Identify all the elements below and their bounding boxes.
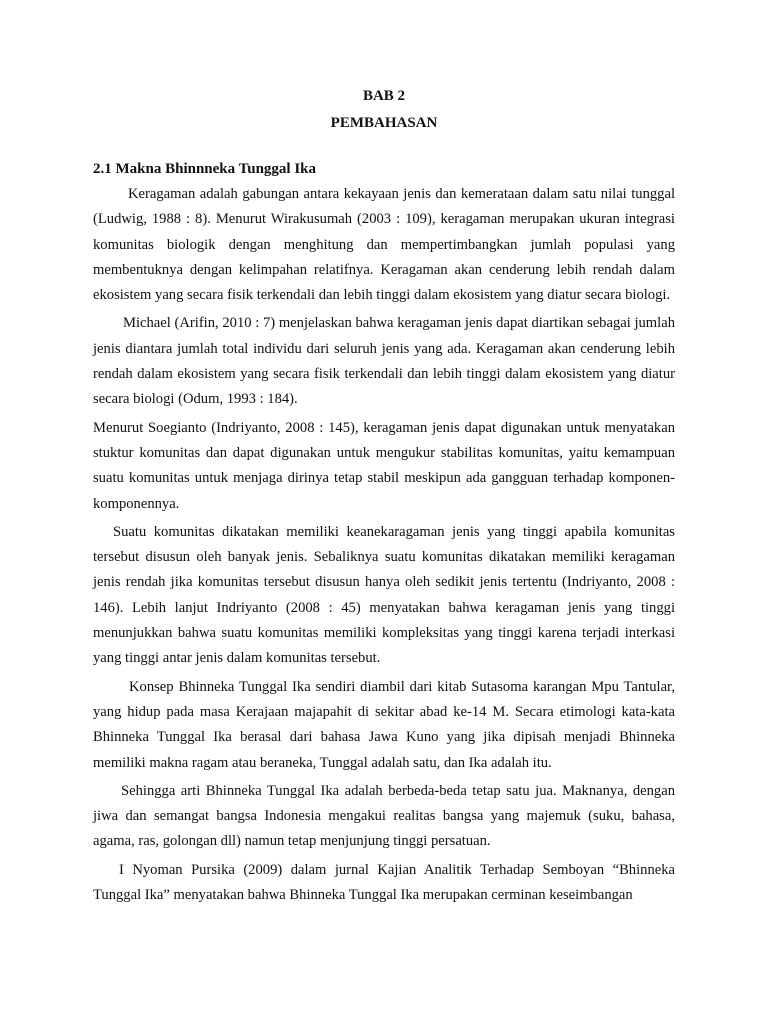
page-content xyxy=(93,86,675,908)
paragraph-5: Konsep Bhinneka Tunggal Ika sendiri diambil dari kitab Sutasoma karangan Mpu Tantular, yang hidup pada masa Kerajaan majapahit di sekitar abad ke-14 M. Secara etimologi kata-kata Bhinneka Tunggal Ika berasal dari bahasa Jawa Kuno yang jika dipisah menjadi Bhinneka memiliki makna ragam atau beraneka, Tunggal adalah satu, dan Ika adalah itu. xyxy=(93,678,675,771)
paragraph-1: Keragaman adalah gabungan antara kekayaan jenis dan kemerataan dalam satu nilai tunggal (Ludwig, 1988 : 8). Menurut Wirakusumah (2003 : 109), keragaman merupakan ukuran integrasi komunitas biologik dengan menghitung dan mempertimbangkan jumlah populasi yang membentuknya dengan kelimpahan relatifnya. Keragaman akan cenderung lebih rendah dalam ekosistem yang secara fisik terkendali dan lebih tinggi dalam ekosistem yang diatur secara biologi. xyxy=(93,186,675,304)
chapter-title: PEMBAHASAN xyxy=(330,115,438,131)
paragraph-7: I Nyoman Pursika (2009) dalam jurnal Kajian Analitik Terhadap Semboyan “Bhinneka Tunggal Ika” menyatakan bahwa Bhinneka Tunggal Ika merupakan cerminan keseimbangan xyxy=(93,861,675,904)
section-title: 2.1 Makna Bhinnneka Tunggal Ika xyxy=(93,161,317,177)
paragraph-4: Suatu komunitas dikatakan memiliki keanekaragaman jenis yang tinggi apabila komunitas tersebut disusun oleh banyak jenis. Sebaliknya suatu komunitas dikatakan memiliki keragaman jenis rendah jika komunitas tersebut disusun hanya oleh sedikit jenis tertentu (Indriyanto, 2008 : 146). Lebih lanjut Indriyanto (2008 : 45) menyatakan bahwa keragaman jenis yang tinggi menunjukkan bahwa suatu komunitas memiliki kompleksitas yang tinggi karena terjadi interkasi yang tinggi antar jenis dalam komunitas tersebut. xyxy=(93,523,675,667)
chapter-number: BAB 2 xyxy=(362,88,406,104)
paragraph-2: Michael (Arifin, 2010 : 7) menjelaskan bahwa keragaman jenis dapat diartikan sebagai jumlah jenis diantara jumlah total individu dari seluruh jenis yang ada. Keragaman akan cenderung lebih rendah dalam ekosistem yang secara fisik terkendali dan lebih tinggi dalam ekosistem yang diatur secara biologi (Odum, 1993 : 184). xyxy=(93,315,675,408)
paragraph-3: Menurut Soegianto (Indriyanto, 2008 : 145), keragaman jenis dapat digunakan untuk menyatakan stuktur komunitas dan dapat digunakan untuk mengukur stabilitas komunitas, yaitu kemampuan suatu komunitas untuk menjaga dirinya tetap stabil meskipun ada gangguan terhadap komponen-komponennya. xyxy=(93,419,675,512)
paragraph-6: Sehingga arti Bhinneka Tunggal Ika adalah berbeda-beda tetap satu jua. Maknanya, dengan jiwa dan semangat bangsa Indonesia mengakui realitas bangsa yang majemuk (suku, bahasa, agama, ras, golongan dll) namun tetap menjunjung tinggi persatuan. xyxy=(93,782,675,850)
